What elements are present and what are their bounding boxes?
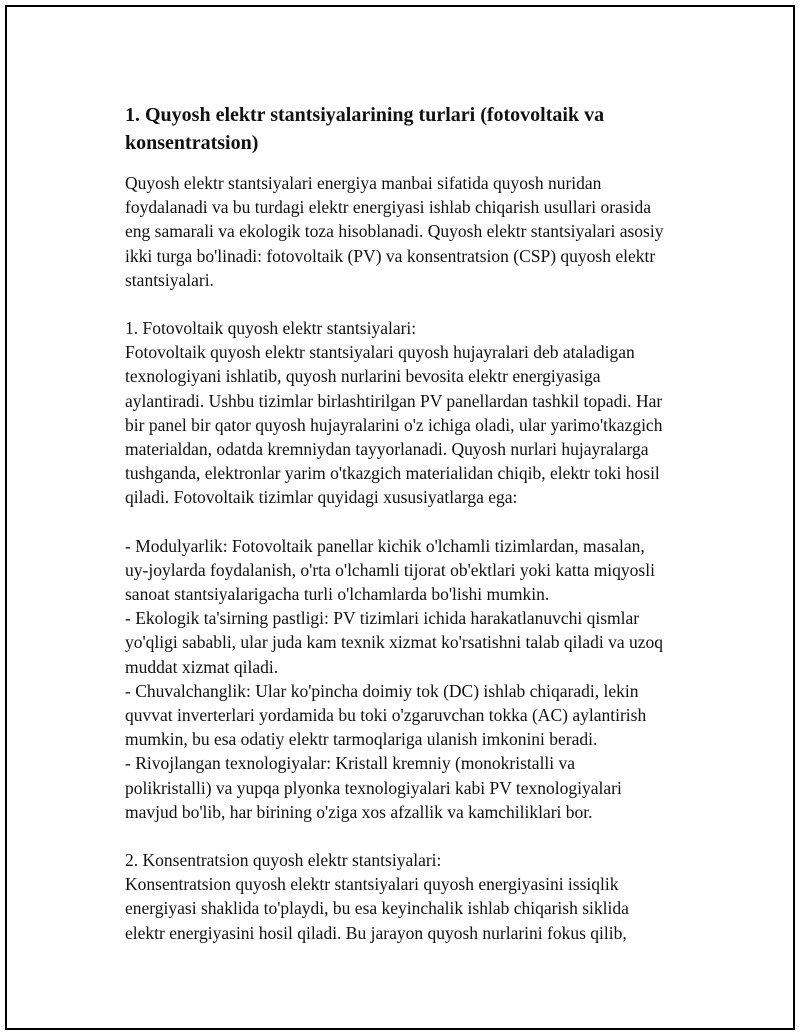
text-line: elektr energiyasini hosil qiladi. Bu jarayon quyosh nurlarini fokus qilib,	[125, 922, 627, 943]
intro-paragraph	[125, 171, 705, 292]
pv-features-list	[125, 534, 705, 824]
paragraph-gap	[125, 824, 705, 848]
text-line: materialdan, odatda kremniydan tayyorlanadi. Quyosh nurlari hujayralarga	[125, 439, 649, 460]
document-title	[125, 101, 705, 157]
text-line: Quyosh elektr stantsiyalari energiya manbai sifatida quyosh nuridan	[125, 173, 602, 193]
list-item-line: quvvat inverterlari yordamida bu toki o'zgaruvchan tokka (AC) aylantirish	[125, 705, 647, 726]
paragraph-gap	[125, 510, 705, 534]
title-line: konsentratsion)	[125, 132, 259, 154]
text-line: Fotovoltaik quyosh elektr stantsiyalari quyosh hujayralari deb ataladigan	[125, 342, 635, 363]
text-line: Konsentratsion quyosh elektr stantsiyalari quyosh energiyasini issiqlik	[125, 874, 619, 895]
text-line: texnologiyani ishlatib, quyosh nurlarini bevosita elektr energiyasiga	[125, 366, 601, 387]
list-item-line: sanoat stantsiyalarigacha turli o'lchamlarda bo'lishi mumkin.	[125, 584, 550, 605]
text-line: stantsiyalari.	[125, 269, 214, 290]
pv-section	[125, 316, 705, 510]
section-heading: 1. Fotovoltaik quyosh elektr stantsiyalari:	[125, 318, 417, 339]
section-heading: 2. Konsentratsion quyosh elektr stantsiyalari:	[125, 850, 442, 871]
text-line: bir panel bir qator quyosh hujayralarini o'z ichiga oladi, ular yarimo'tkazgich	[125, 414, 663, 435]
list-item-line: yo'qligi sababli, ular juda kam texnik xizmat ko'rsatishni talab qiladi va uzoq	[125, 632, 663, 653]
page-frame	[5, 5, 795, 1030]
list-item-line: - Chuvalchanglik: Ular ko'pincha doimiy tok (DC) ishlab chiqaradi, lekin	[125, 680, 639, 701]
document-body	[125, 101, 705, 945]
list-item-line: - Rivojlangan texnologiyalar: Kristall kremniy (monokristalli va	[125, 753, 576, 774]
text-line: aylantiradi. Ushbu tizimlar birlashtirilgan PV panellardan tashkil topadi. Har	[125, 390, 663, 411]
csp-section	[125, 848, 705, 945]
list-item-line: - Modulyarlik: Fotovoltaik panellar kichik o'lchamli tizimlardan, masalan,	[125, 535, 645, 556]
list-item-line: polikristalli) va yupqa plyonka texnologiyalari kabi PV texnologiyalari	[125, 777, 622, 798]
text-line: eng samarali va ekologik toza hisoblanadi. Quyosh elektr stantsiyalari asosiy	[125, 221, 664, 242]
text-line: ikki turga bo'linadi: fotovoltaik (PV) va konsentratsion (CSP) quyosh elektr	[125, 245, 656, 266]
text-line: qiladi. Fotovoltaik tizimlar quyidagi xususiyatlarga ega:	[125, 487, 518, 508]
list-item-line: uy-joylarda foydalanish, o'rta o'lchamli tijorat ob'ektlari yoki katta miqyosli	[125, 559, 655, 580]
list-item-line: mavjud bo'lib, har birining o'ziga xos afzallik va kamchiliklari bor.	[125, 801, 593, 822]
list-item-line: mumkin, bu esa odatiy elektr tarmoqlariga ulanish imkonini beradi.	[125, 729, 598, 750]
text-line: energiyasi shaklida to'playdi, bu esa keyinchalik ishlab chiqarish siklida	[125, 898, 629, 919]
text-line: tushganda, elektronlar yarim o'tkazgich materialidan chiqib, elektr toki hosil	[125, 463, 660, 484]
list-item-line: - Ekologik ta'sirning pastligi: PV tizimlari ichida harakatlanuvchi qismlar	[125, 608, 640, 629]
title-line: 1. Quyosh elektr stantsiyalarining turlari (fotovoltaik va	[125, 104, 605, 126]
text-line: foydalanadi va bu turdagi elektr energiyasi ishlab chiqarish usullari orasida	[125, 197, 651, 218]
paragraph-gap	[125, 292, 705, 316]
list-item-line: muddat xizmat qiladi.	[125, 656, 279, 677]
